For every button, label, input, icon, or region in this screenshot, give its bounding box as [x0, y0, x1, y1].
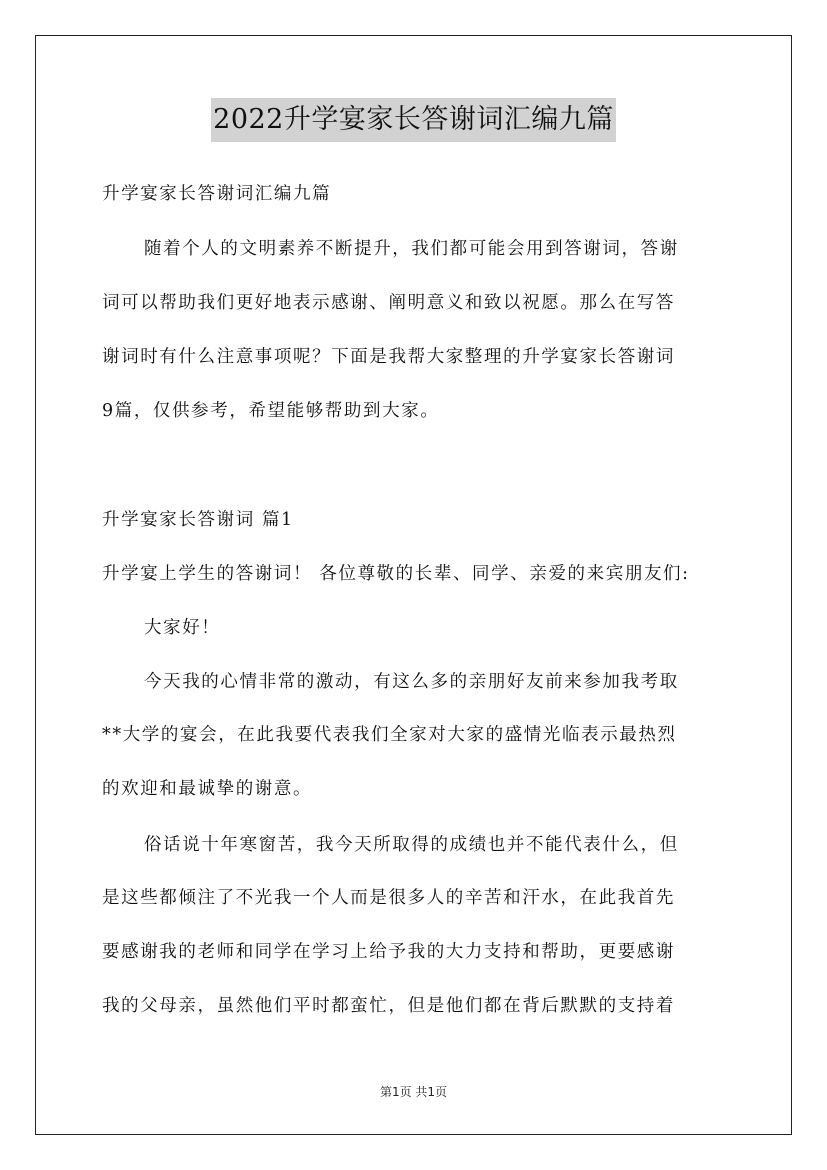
paragraph-line: 俗话说十年寒窗苦，我今天所取得的成绩也并不能代表什么，但: [144, 835, 679, 855]
paragraph-line: 要感谢我的老师和同学在学习上给予我的大力支持和帮助，更要感谢: [102, 942, 675, 962]
paragraph-line: 随着个人的文明素养不断提升，我们都可能会用到答谢词，答谢: [144, 239, 679, 259]
title-container: [0, 98, 827, 142]
section-heading: 升学宴家长答谢词 篇1: [102, 510, 294, 530]
paragraph-line: 今天我的心情非常的激动，有这么多的亲朋好友前来参加我考取: [144, 672, 679, 692]
paragraph-line: 谢词时有什么注意事项呢？下面是我帮大家整理的升学宴家长答谢词: [102, 347, 675, 367]
paragraph-line: 9篇，仅供参考，希望能够帮助到大家。: [102, 401, 440, 421]
paragraph-line: 大家好！: [144, 618, 221, 638]
paragraph-line: 的欢迎和最诚挚的谢意。: [102, 779, 313, 799]
page-footer: 第1页 共1页: [379, 1085, 448, 1099]
paragraph-line: 升学宴上学生的答谢词！ 各位尊敬的长辈、同学、亲爱的来宾朋友们:: [102, 564, 690, 584]
paragraph-line: 我的父母亲，虽然他们平时都蛮忙，但是他们都在背后默默的支持着: [102, 996, 675, 1016]
subtitle-line: 升学宴家长答谢词汇编九篇: [102, 184, 332, 204]
paragraph-line: **大学的宴会，在此我要代表我们全家对大家的盛情光临表示最热烈: [102, 725, 677, 745]
document-title: 2022升学宴家长答谢词汇编九篇: [211, 98, 616, 142]
paragraph-line: 是这些都倾注了不光我一个人而是很多人的辛苦和汗水，在此我首先: [102, 888, 675, 908]
paragraph-line: 词可以帮助我们更好地表示感谢、阐明意义和致以祝愿。那么在写答: [102, 293, 675, 313]
